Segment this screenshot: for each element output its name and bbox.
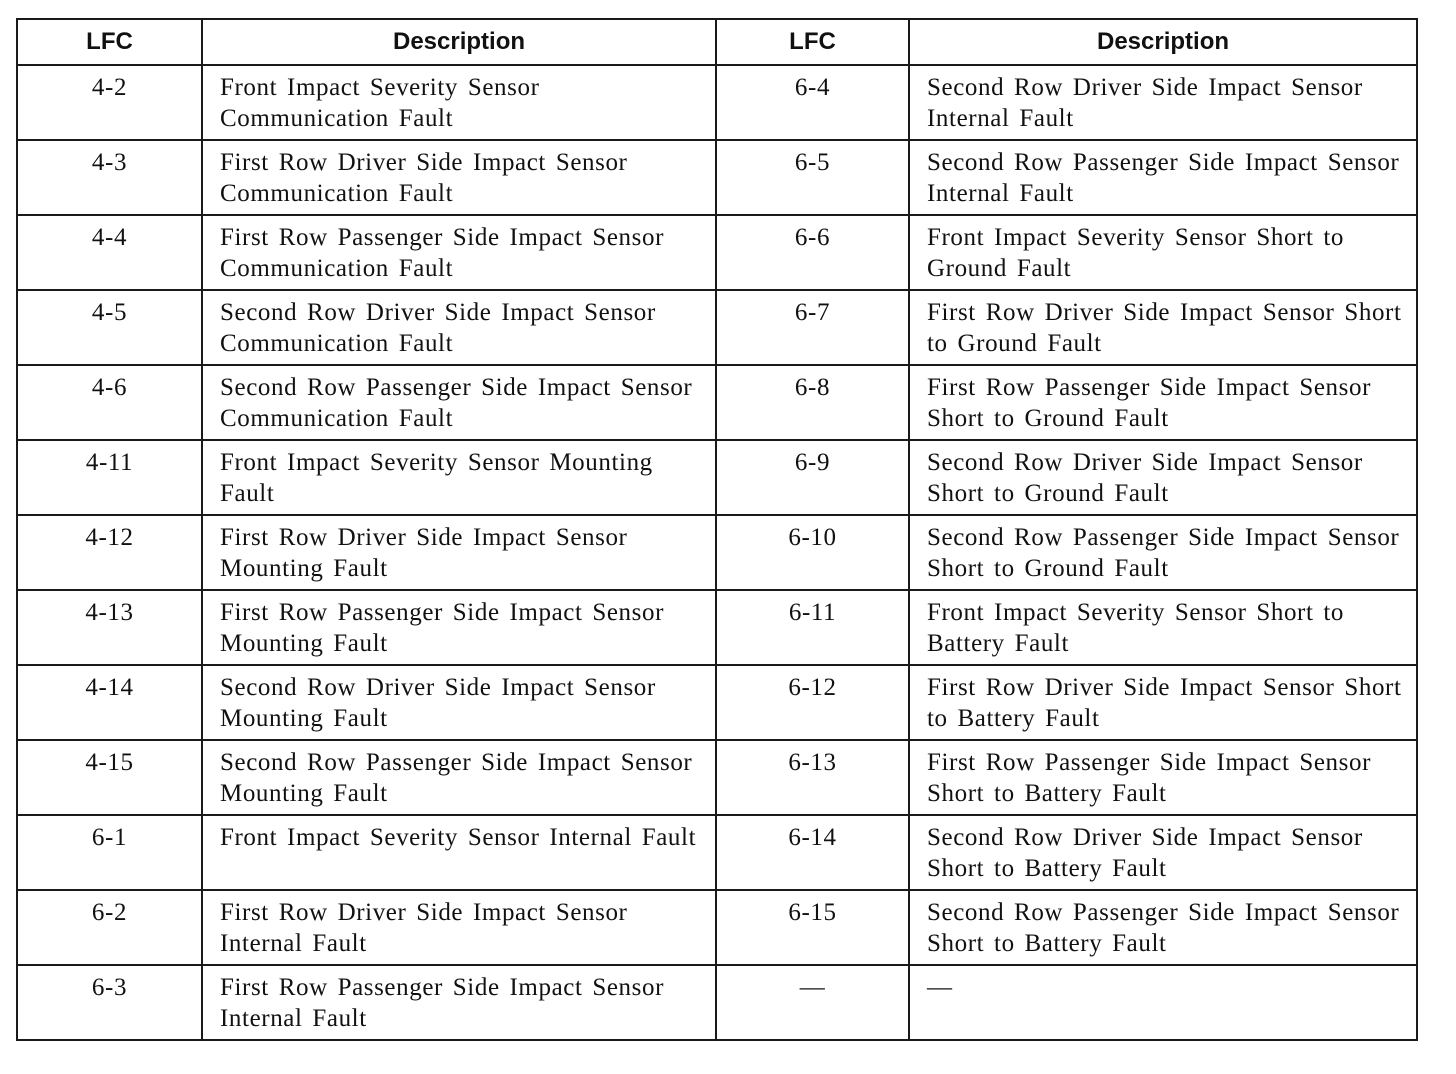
description-cell: Second Row Passenger Side Impact Sensor Short to Battery Fault [909, 890, 1417, 965]
table-body [17, 65, 1417, 1040]
description-cell: Second Row Passenger Side Impact Sensor Short to Ground Fault [909, 515, 1417, 590]
description-cell: First Row Passenger Side Impact Sensor Internal Fault [202, 965, 716, 1040]
table-row [17, 215, 1417, 290]
description-cell: Second Row Driver Side Impact Sensor Mounting Fault [202, 665, 716, 740]
description-cell: Front Impact Severity Sensor Internal Fault [202, 815, 716, 890]
description-cell: Second Row Driver Side Impact Sensor Communication Fault [202, 290, 716, 365]
table-row [17, 890, 1417, 965]
description-column-header: Description [909, 19, 1417, 65]
description-cell: First Row Driver Side Impact Sensor Short to Battery Fault [909, 665, 1417, 740]
description-cell: — [909, 965, 1417, 1040]
lfc-code-cell: 6-13 [716, 740, 909, 815]
table-row [17, 65, 1417, 140]
table-row [17, 515, 1417, 590]
lfc-code-cell: 4-4 [17, 215, 202, 290]
table-row [17, 365, 1417, 440]
lfc-column-header: LFC [716, 19, 909, 65]
table-row [17, 440, 1417, 515]
description-cell: Front Impact Severity Sensor Mounting Fault [202, 440, 716, 515]
lfc-description-table [16, 18, 1418, 1041]
lfc-code-cell: 4-5 [17, 290, 202, 365]
table-row [17, 590, 1417, 665]
table-row [17, 665, 1417, 740]
lfc-code-cell: 6-7 [716, 290, 909, 365]
header-row [17, 19, 1417, 65]
table-row [17, 140, 1417, 215]
description-cell: First Row Driver Side Impact Sensor Internal Fault [202, 890, 716, 965]
description-cell: Second Row Driver Side Impact Sensor Short to Ground Fault [909, 440, 1417, 515]
lfc-code-cell: — [716, 965, 909, 1040]
description-cell: First Row Driver Side Impact Sensor Short to Ground Fault [909, 290, 1417, 365]
table-row [17, 815, 1417, 890]
lfc-code-cell: 6-4 [716, 65, 909, 140]
description-cell: Front Impact Severity Sensor Short to Ground Fault [909, 215, 1417, 290]
description-cell: Front Impact Severity Sensor Short to Battery Fault [909, 590, 1417, 665]
lfc-code-cell: 4-13 [17, 590, 202, 665]
lfc-code-cell: 6-11 [716, 590, 909, 665]
lfc-code-cell: 6-14 [716, 815, 909, 890]
description-column-header: Description [202, 19, 716, 65]
description-cell: Second Row Passenger Side Impact Sensor Communication Fault [202, 365, 716, 440]
lfc-code-cell: 6-10 [716, 515, 909, 590]
table-row [17, 290, 1417, 365]
lfc-code-cell: 4-15 [17, 740, 202, 815]
description-cell: First Row Passenger Side Impact Sensor Short to Ground Fault [909, 365, 1417, 440]
lfc-code-cell: 6-1 [17, 815, 202, 890]
description-cell: Second Row Driver Side Impact Sensor Short to Battery Fault [909, 815, 1417, 890]
lfc-code-cell: 6-5 [716, 140, 909, 215]
description-cell: Second Row Passenger Side Impact Sensor Internal Fault [909, 140, 1417, 215]
description-cell: Front Impact Severity Sensor Communication Fault [202, 65, 716, 140]
lfc-code-cell: 6-2 [17, 890, 202, 965]
table-header [17, 19, 1417, 65]
description-cell: First Row Driver Side Impact Sensor Mounting Fault [202, 515, 716, 590]
description-cell: First Row Driver Side Impact Sensor Communication Fault [202, 140, 716, 215]
table-row [17, 965, 1417, 1040]
lfc-code-cell: 6-9 [716, 440, 909, 515]
description-cell: First Row Passenger Side Impact Sensor Short to Battery Fault [909, 740, 1417, 815]
table-row [17, 740, 1417, 815]
lfc-code-cell: 4-6 [17, 365, 202, 440]
description-cell: First Row Passenger Side Impact Sensor Mounting Fault [202, 590, 716, 665]
description-cell: First Row Passenger Side Impact Sensor Communication Fault [202, 215, 716, 290]
lfc-code-cell: 4-14 [17, 665, 202, 740]
lfc-code-cell: 6-15 [716, 890, 909, 965]
lfc-code-cell: 4-3 [17, 140, 202, 215]
lfc-code-cell: 6-6 [716, 215, 909, 290]
description-cell: Second Row Passenger Side Impact Sensor Mounting Fault [202, 740, 716, 815]
description-cell: Second Row Driver Side Impact Sensor Internal Fault [909, 65, 1417, 140]
lfc-code-cell: 6-3 [17, 965, 202, 1040]
lfc-code-cell: 4-2 [17, 65, 202, 140]
lfc-column-header: LFC [17, 19, 202, 65]
lfc-code-cell: 4-11 [17, 440, 202, 515]
lfc-code-cell: 6-12 [716, 665, 909, 740]
lfc-code-cell: 4-12 [17, 515, 202, 590]
lfc-code-cell: 6-8 [716, 365, 909, 440]
